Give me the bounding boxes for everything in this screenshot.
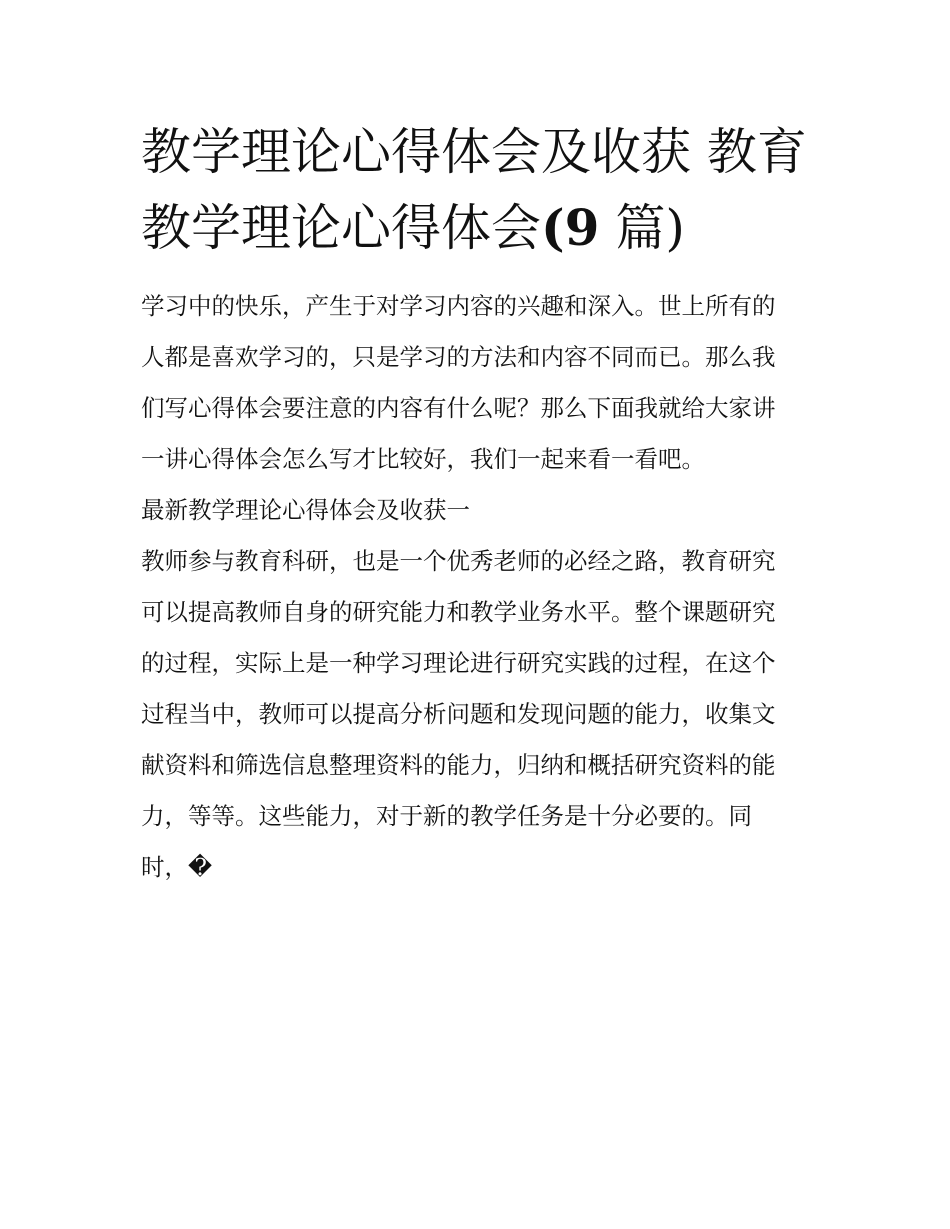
intro-line-4: 一讲心得体会怎么写才比较好，我们一起来看一看吧。: [141, 445, 705, 473]
document-title: [141, 114, 813, 266]
section-line-3: 的过程，实际上是一种学习理论进行研究实践的过程，在这个: [141, 649, 776, 677]
title-line-1: 教学理论心得体会及收获 教育: [141, 123, 807, 181]
intro-line-1: 学习中的快乐，产生于对学习内容的兴趣和深入。世上所有的: [141, 292, 776, 320]
title-line-2: [141, 190, 813, 266]
intro-line-3: 们写心得体会要注意的内容有什么呢？那么下面我就给大家讲: [141, 394, 776, 422]
title-line-2-text: 教学理论心得体会: [141, 199, 541, 257]
intro-line-2: 人都是喜欢学习的，只是学习的方法和内容不同而已。那么我: [141, 343, 776, 371]
section-line-6: 力，等等。这些能力，对于新的教学任务是十分必要的。同: [141, 802, 752, 830]
intro-paragraph: [141, 281, 813, 485]
section-line-4: 过程当中，教师可以提高分析问题和发现问题的能力，收集文: [141, 700, 776, 728]
document-content: [141, 114, 813, 893]
section-line-7: 时，�: [141, 853, 213, 881]
section-line-5: 献资料和筛选信息整理资料的能力，归纳和概括研究资料的能: [141, 751, 776, 779]
title-suffix-number: 9: [564, 198, 600, 257]
section-line-2: 可以提高教师自身的研究能力和教学业务水平。整个课题研究: [141, 598, 776, 626]
title-suffix-open: (: [541, 198, 565, 257]
section-heading: 最新教学理论心得体会及收获一: [141, 496, 470, 524]
section-paragraph: [141, 536, 813, 893]
section-line-1: 教师参与教育科研，也是一个优秀老师的必经之路，教育研究: [141, 547, 776, 575]
title-suffix-text: 篇): [599, 199, 685, 257]
